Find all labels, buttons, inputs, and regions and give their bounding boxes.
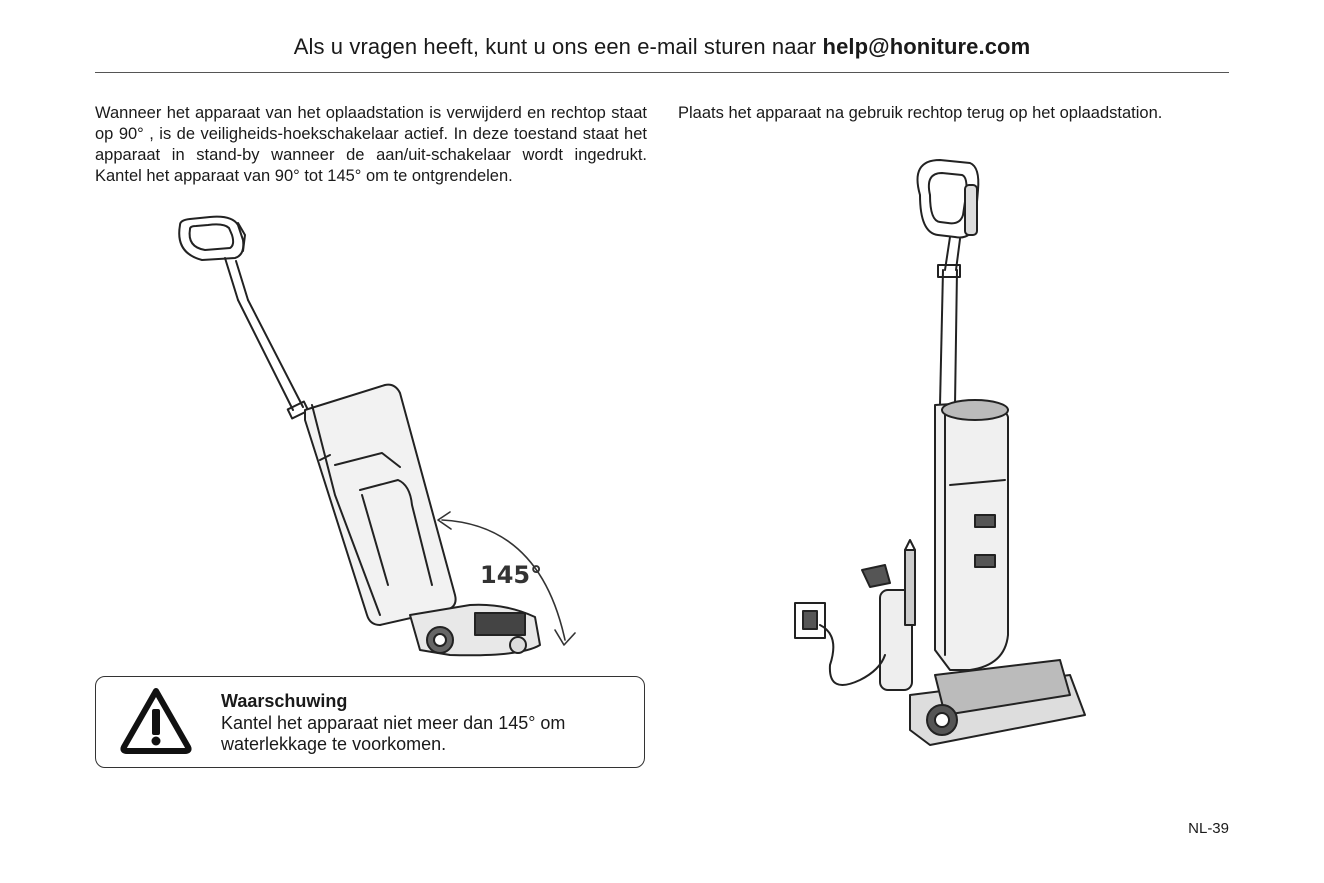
warning-box bbox=[95, 676, 645, 768]
header-divider bbox=[95, 72, 1229, 73]
page-header bbox=[0, 34, 1324, 60]
warning-text: Kantel het apparaat niet meer dan 145° om waterlekkage te voorkomen. bbox=[221, 713, 566, 754]
tilt-angle-label: 145° bbox=[480, 561, 543, 589]
warning-triangle-icon bbox=[118, 685, 194, 755]
page-number: NL-39 bbox=[1188, 820, 1229, 837]
support-email[interactable]: help@honiture.com bbox=[822, 34, 1031, 59]
header-text: Als u vragen heeft, kunt u ons een e-mail sturen naar bbox=[293, 34, 823, 59]
tilted-vacuum-illustration bbox=[150, 205, 590, 670]
left-paragraph: Wanneer het apparaat van het oplaadstation is verwijderd en rechtop staat op 90° , is de veiligheids-hoekschakelaar actief. In deze toestand staat het apparaat in stand-by wanneer de aan/uit-schakelaar wordt ingedrukt. Kantel het apparaat van 90° tot 145° om te ontgrendelen. bbox=[95, 104, 647, 185]
warning-title: Waarschuwing bbox=[221, 691, 348, 711]
right-paragraph: Plaats het apparaat na gebruik rechtop terug op het oplaadstation. bbox=[678, 104, 1163, 122]
upright-vacuum-on-station-illustration bbox=[770, 155, 1100, 755]
